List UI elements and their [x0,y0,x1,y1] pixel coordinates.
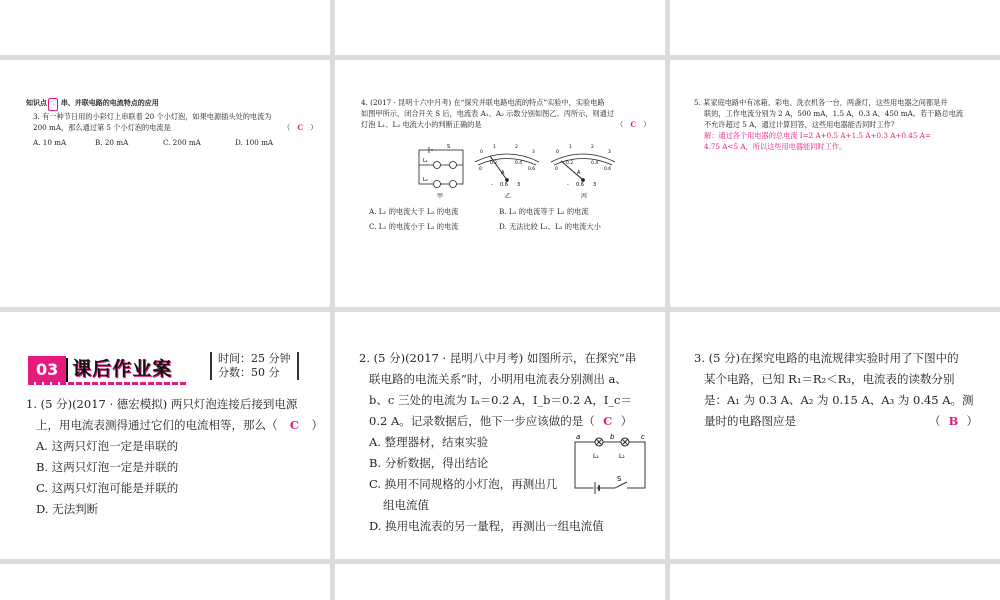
answer-mark: C [289,418,300,432]
tick: 0 [480,150,483,155]
label-c: c [641,433,645,441]
tick: 0.2 [490,161,498,166]
solution-line: 4.75 A<5 A，所以这些用电器能同时工作。 [704,142,847,151]
options-row [33,137,323,148]
slide-homework-2 [335,312,665,559]
question-3-homework: 3. (5 分)在探究电路的电流规律实验时用了下图中的 某个电路，已知 R₁＝R₂＜R₃，电流表的读数分别 是：A₁ 为 0.3 A、A₂ 为 0.15 A、A₃ 为 0.45 A。测 量时的电路图应是 （ B ） [694,348,994,432]
slide-bottom-left [0,564,330,600]
slide-bottom-right [670,564,1000,600]
option-c-cont: 组电流值 [383,498,429,512]
tick: 0.6 [528,167,536,172]
question-line: 如图甲所示，闭合开关 S 后，电流表 A₁、A₂ 示数分别如图乙、丙所示，则通过 [361,109,615,118]
tick: 0 [555,167,558,172]
question-line: b、c 三处的电流为 Iₐ＝0.2 A，I_b＝0.2 A，I_c＝ [369,393,632,407]
figure-label-b: 乙 [505,193,512,200]
heading-badge: 二 [48,98,58,111]
tick: 0 [479,167,482,172]
option-c: C. 200 mA [163,138,201,147]
terminal: 0.6 [576,182,584,188]
question-line: 联的，工作电流分别为 2 A，500 mA，1.5 A，0.3 A，450 mA。若干路总电流 [704,109,964,118]
score-total: 分数：50 分 [218,366,280,379]
figure-label-a: 甲 [437,193,444,200]
option-a: A. 整理器材，结束实验 [369,435,489,449]
option-b: B. 分析数据，得出结论 [369,456,489,470]
slide-top-right [670,0,1000,55]
time-limit: 时间：25 分钟 [218,352,291,365]
option-a: A. L₁ 的电流大于 L₂ 的电流 [369,207,459,216]
option-c: C. 换用不同规格的小灯泡，再测出几 [369,477,558,491]
tick: 0.6 [604,167,612,172]
label-s: S [617,475,622,483]
meter-unit: A [577,170,581,176]
lamp-icon [434,162,441,169]
label-b: b [610,433,615,441]
tick: 0 [556,150,559,155]
question-line: 1. (5 分)(2017 · 德宏模拟) 两只灯泡连接后接到电源 [26,397,298,411]
option-a: A. 这两只灯泡一定是串联的 [36,439,179,453]
slide-question-5 [670,60,1000,307]
slide-bottom-middle [335,564,665,600]
close-paren: ） [620,414,633,428]
question-line: 量时的电路图应是 [704,414,796,428]
label-l2: L₂ [423,177,428,183]
answer-mark: B [948,414,959,428]
option-b: B. L₁ 的电流等于 L₂ 的电流 [499,207,589,216]
series-circuit-figure [571,432,651,498]
question-3: 3. 有一种节日用的小彩灯上串联着 20 个小灯泡，如果电源插头处的电流为 200 mA，那么通过第 5 个小灯泡的电流是 （ C ） A. 10 mA B. 20 mA C. 200 mA D. 100 mA [33,111,323,148]
knowledge-heading [26,97,159,111]
option-d: D. 无法判断 [36,502,99,516]
option-d: D. 换用电流表的另一量程，再测出一组电流值 [369,519,604,533]
question-line: 3. 有一种节日用的小彩灯上串联着 20 个小灯泡，如果电源插头处的电流为 [33,112,272,121]
tick: 3 [608,150,611,155]
options-4 [369,206,659,232]
tick: 0.2 [566,161,574,166]
circuit-figures [365,142,645,204]
option-d: D. 无法比较 L₁、L₂ 的电流大小 [499,222,601,231]
terminal: - [491,182,493,188]
answer-mark: C [630,120,637,129]
slide-question-3 [0,60,330,307]
question-1 [26,394,326,520]
label-s: S [447,144,451,150]
terminal: - [567,182,569,188]
label-l1: L₁ [593,453,599,460]
meter-unit: A [501,170,505,176]
figure-label-c: 丙 [581,193,588,200]
label-l2: L₂ [619,453,625,460]
terminal: 3 [593,182,597,188]
ammeter-icon [450,162,457,169]
question-line: 200 mA，那么通过第 5 个小灯泡的电流是 [33,123,171,132]
close-paren: ） [311,418,323,432]
question-5 [694,97,994,152]
slide-homework-1 [0,312,330,559]
question-line: 0.2 A。记录数据后，他下一步应该做的是（ [369,414,595,428]
question-line: 2. (5 分)(2017 · 昆明八中月考) 如图所示，在探究“串 [359,351,637,365]
ammeter-icon [450,181,457,188]
question-line: 上，用电流表测得通过它们的电流相等，那么（ [36,418,278,432]
terminal: 3 [517,182,521,188]
tick: 2 [591,145,594,150]
question-line: 5. 某家庭电路中有冰箱、彩电、洗衣机各一台，两盏灯，这些用电器之间都是并 [694,98,948,107]
terminal: 0.6 [500,182,508,188]
tick: 1 [493,145,496,150]
tick: 3 [532,150,535,155]
slide-homework-3 [670,312,1000,559]
option-b: B. 这两只灯泡一定是并联的 [36,460,179,474]
answer-mark: C [603,414,613,428]
section-banner [28,356,172,383]
question-4: 4. (2017 · 昆明十六中月考) 在“探究并联电路电流的特点”实验中，实验电路 如图甲所示，闭合开关 S 后，电流表 A₁、A₂ 示数分别如图乙、丙所示，则通过 灯泡 L₁、L₂ 电流大小的判断正确的是 （ C ） [361,97,661,130]
banner-underline [28,382,188,385]
answer-mark: C [297,123,304,132]
option-a: A. 10 mA [33,138,67,147]
tick: 0.4 [591,161,599,166]
question-line: 4. (2017 · 昆明十六中月考) 在“探究并联电路电流的特点”实验中，实验电路 [361,98,605,107]
tick: 1 [569,145,572,150]
option-c: C. L₁ 的电流小于 L₂ 的电流 [369,222,459,231]
label-a: a [576,433,581,441]
question-line: 某个电路，已知 R₁＝R₂＜R₃，电流表的读数分别 [704,372,955,386]
heading-prefix: 知识点 [26,98,47,107]
solution-line: 解：通过各个用电器的总电流 I=2 A+0.5 A+1.5 A+0.3 A+0.45 A= [704,131,931,140]
option-b: B. 20 mA [95,138,129,147]
question-line: 联电路的电流关系”时，小明用电流表分别测出 a、 [369,372,627,386]
question-line: 是：A₁ 为 0.3 A、A₂ 为 0.15 A、A₃ 为 0.45 A。测 [704,393,974,407]
slide-top-middle [335,0,665,55]
tick: 2 [515,145,518,150]
slide-question-4 [335,60,665,307]
question-line: 不允许超过 5 A，通过计算回答，这些用电器能否同时工作？ [704,120,899,129]
heading-text: 串、并联电路的电流特点的应用 [60,98,159,107]
lamp-icon [434,181,441,188]
banner-number: 03 [28,356,66,383]
tick: 0.4 [515,161,523,166]
banner-title: 课后作业案 [72,358,173,380]
label-l1: L₁ [423,158,428,164]
time-score-box [210,352,299,380]
slide-top-left [0,0,330,55]
option-c: C. 这两只灯泡可能是并联的 [36,481,179,495]
option-d: D. 100 mA [235,138,274,147]
question-line: 3. (5 分)在探究电路的电流规律实验时用了下图中的 [694,351,959,365]
question-line: 灯泡 L₁、L₂ 电流大小的判断正确的是 [361,120,482,129]
